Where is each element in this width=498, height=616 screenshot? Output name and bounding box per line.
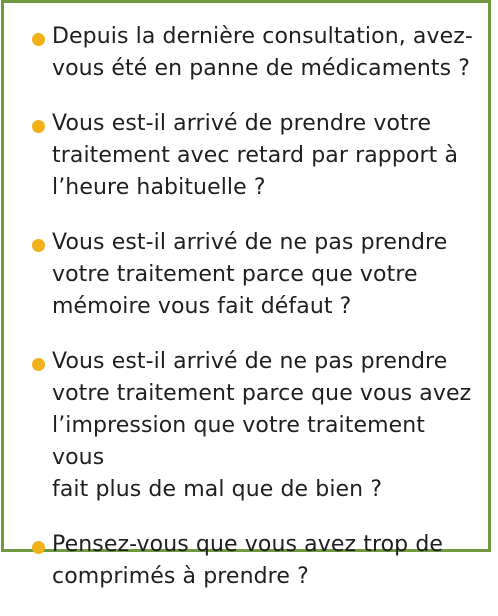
bullet-dot-icon [32, 239, 45, 252]
question-item [32, 529, 478, 593]
questionnaire-box [1, 0, 491, 589]
question-text: Pensez-vous que vous avez trop de comprimés à prendre ? [52, 532, 444, 589]
bullet-dot-icon [32, 33, 45, 46]
question-text: Vous est-il arrivé de ne pas prendre votre traitement parce que votre mémoire vous fait défaut ? [52, 230, 448, 319]
question-text: Vous est-il arrivé de prendre votre traitement avec retard par rapport à l’heure habituelle ? [52, 111, 459, 200]
question-item [32, 346, 478, 506]
question-item [32, 227, 478, 323]
question-text: Depuis la dernière consultation, avez- vous été en panne de médicaments ? [52, 24, 473, 81]
bullet-dot-icon [32, 541, 45, 554]
question-list [32, 21, 478, 616]
bullet-dot-icon [32, 120, 45, 133]
question-item [32, 108, 478, 204]
question-item [32, 21, 478, 85]
bullet-dot-icon [32, 358, 45, 371]
question-text: Vous est-il arrivé de ne pas prendre votre traitement parce que vous avez l’impression que votre traitement vous fait plus de mal que de bien ? [52, 349, 472, 502]
